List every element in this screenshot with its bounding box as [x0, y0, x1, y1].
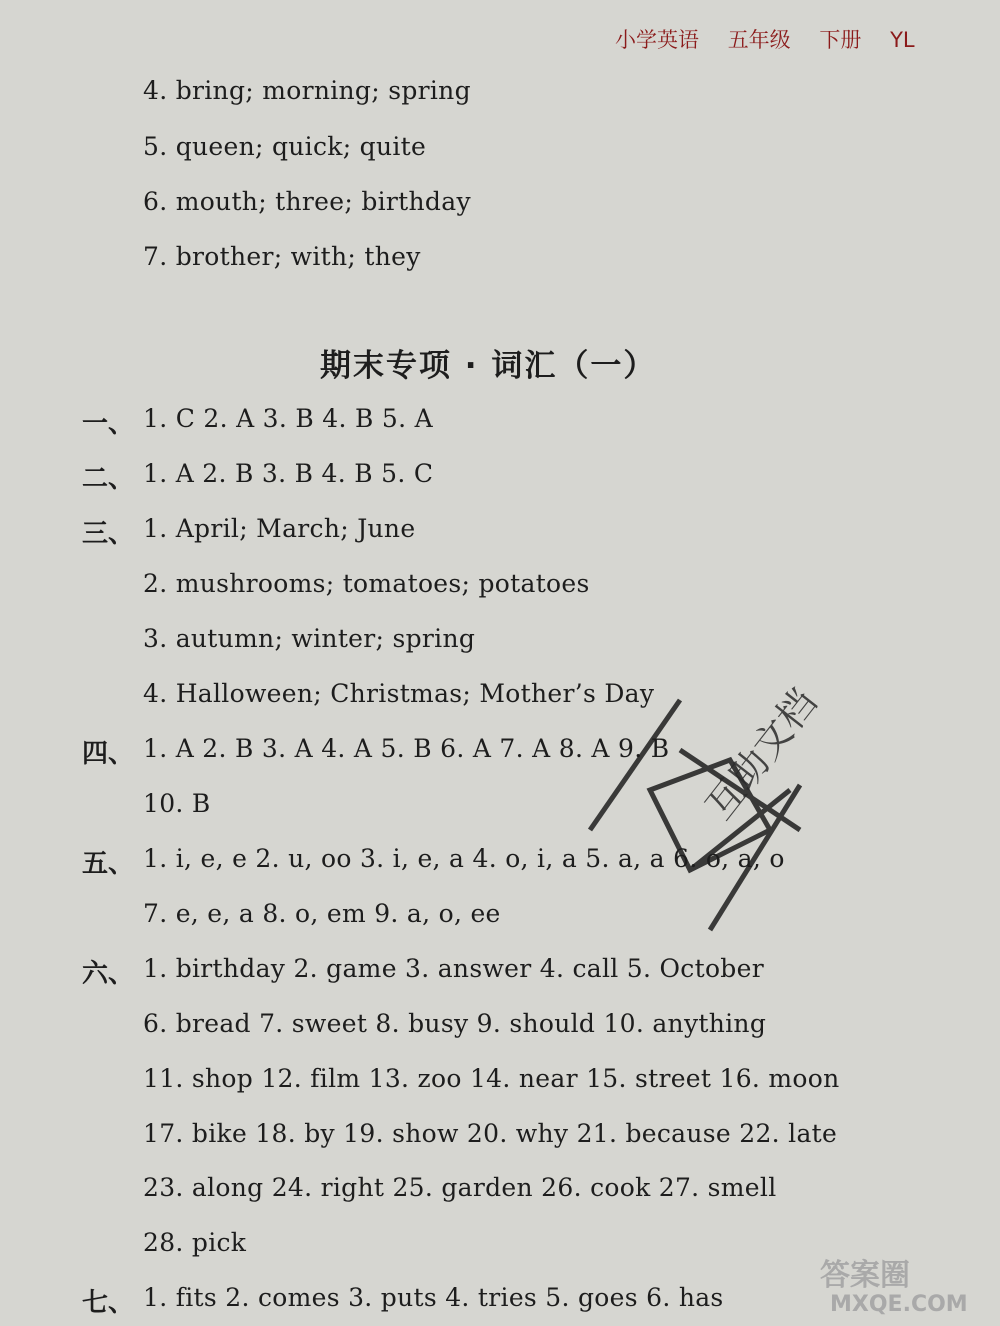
page-header [615, 24, 937, 54]
answer-line: 6. mouth; three; birthday [143, 187, 471, 216]
answer-line: 1. i, e, e 2. u, oo 3. i, e, a 4. o, i, a 5. a, a 6. o, a, o [143, 844, 785, 873]
section-number: 七、 [82, 1288, 135, 1318]
answer-line: 1. C 2. A 3. B 4. B 5. A [143, 404, 433, 433]
answer-line: 23. along 24. right 25. garden 26. cook 27. smell [143, 1173, 777, 1202]
answer-line: 1. A 2. B 3. A 4. A 5. B 6. A 7. A 8. A 9. B [143, 734, 670, 763]
header-term: 下册 [819, 28, 862, 52]
section-number: 六、 [82, 959, 135, 989]
stamp-icon [580, 690, 860, 980]
header-grade: 五年级 [727, 28, 791, 52]
answer-line: 5. queen; quick; quite [143, 132, 427, 161]
header-edition: YL [890, 28, 915, 52]
answer-line: 11. shop 12. film 13. zoo 14. near 15. street 16. moon [143, 1064, 840, 1093]
section-number: 三、 [82, 519, 135, 549]
stamp-text: 互助文档 [697, 680, 826, 828]
answer-line: 7. brother; with; they [143, 242, 421, 271]
answer-line: 3. autumn; winter; spring [143, 624, 476, 653]
answer-line: 6. bread 7. sweet 8. busy 9. should 10. anything [143, 1009, 767, 1038]
header-subject: 小学英语 [615, 28, 699, 52]
answer-line: 4. bring; morning; spring [143, 76, 471, 105]
answer-line: 1. A 2. B 3. B 4. B 5. C [143, 459, 434, 488]
answer-line: 17. bike 18. by 19. show 20. why 21. because 22. late [143, 1119, 838, 1148]
section-number: 二、 [82, 464, 135, 494]
answer-line: 1. April; March; June [143, 514, 416, 543]
section-number: 一、 [82, 409, 135, 439]
section-number: 四、 [82, 739, 135, 769]
watermark-url: MXQE.COM [830, 1292, 968, 1317]
answer-line: 2. mushrooms; tomatoes; potatoes [143, 569, 590, 598]
section-number: 五、 [82, 849, 135, 879]
answer-line: 4. Halloween; Christmas; Mother’s Day [143, 679, 655, 708]
answer-line: 28. pick [143, 1228, 247, 1257]
section-title: 期末专项 · 词汇（一） [320, 348, 657, 384]
watermark-logo: 答案圈 [820, 1258, 910, 1293]
answer-line: 1. birthday 2. game 3. answer 4. call 5. October [143, 954, 764, 983]
answer-line: 10. B [143, 789, 211, 818]
answer-line: 7. e, e, a 8. o, em 9. a, o, ee [143, 899, 501, 928]
answer-line: 1. fits 2. comes 3. puts 4. tries 5. goes 6. has [143, 1283, 724, 1312]
